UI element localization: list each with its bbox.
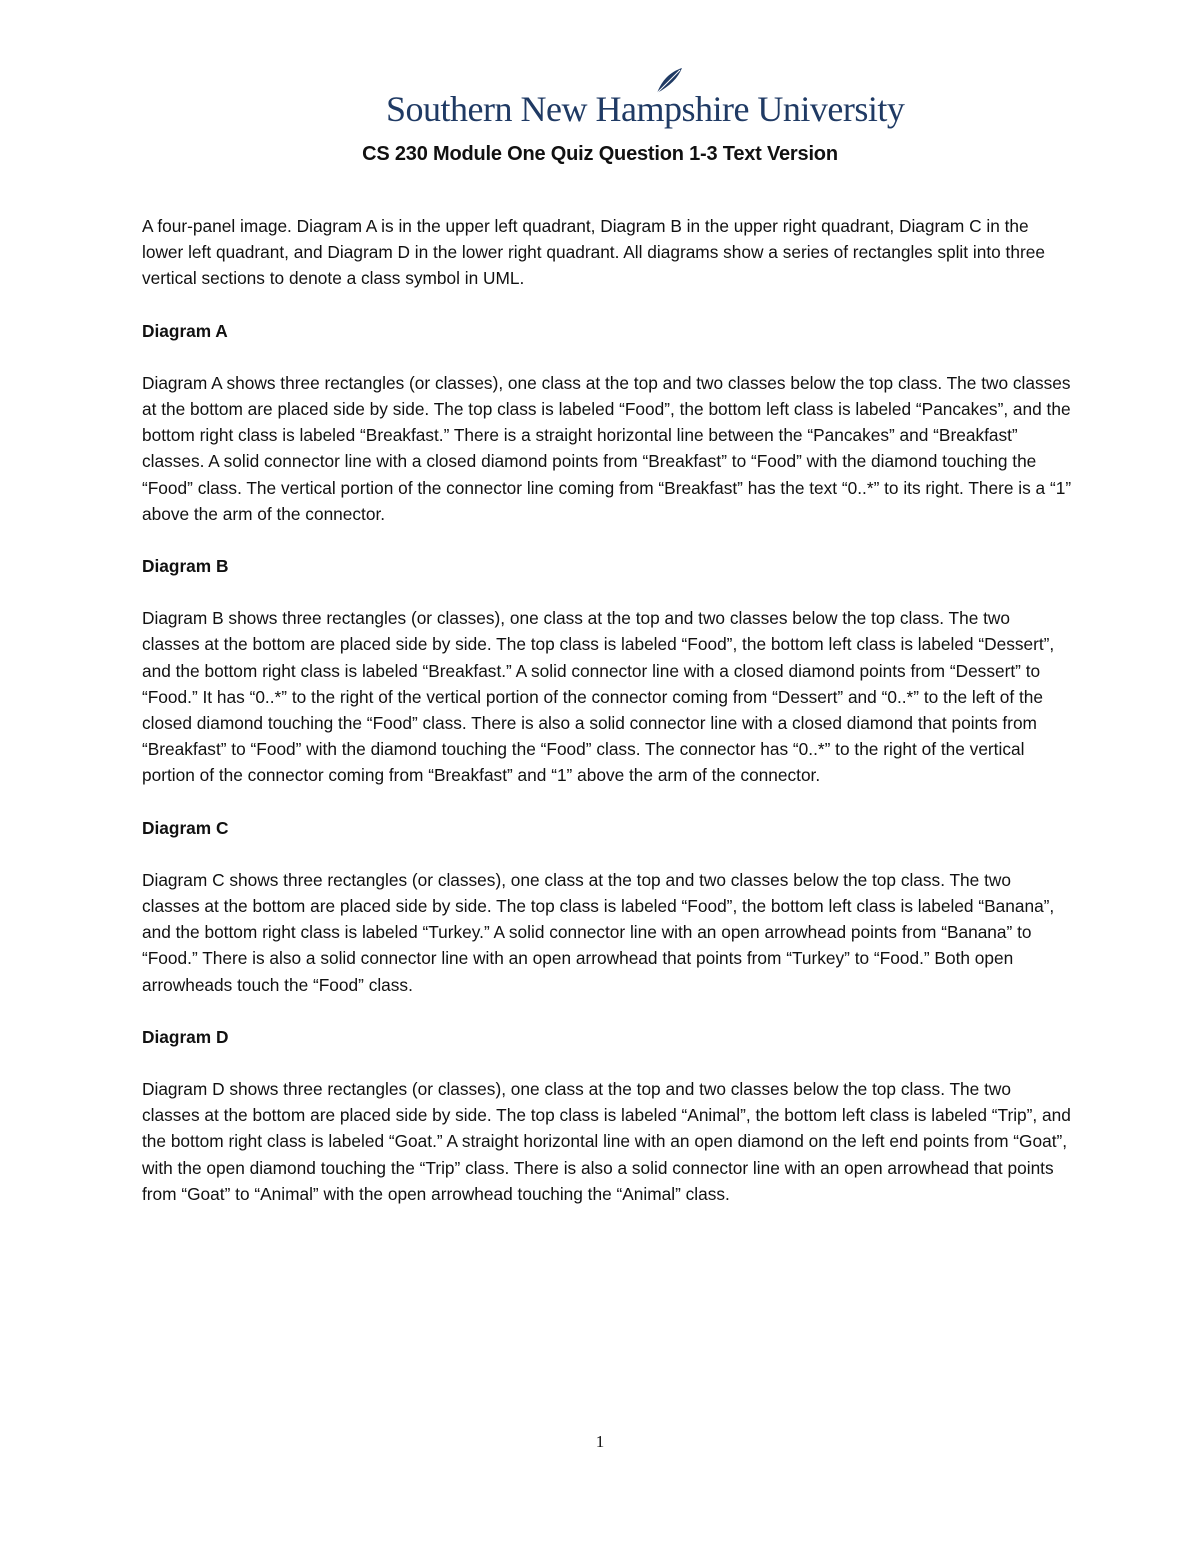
section-body-diagram-c: Diagram C shows three rectangles (or classes), one class at the top and two classes below the top class. The two classes at the bottom are placed side by side. The top class is labeled “Food”, the bottom left class is labeled “Banana”, and the bottom right class is labeled “Turkey.” A solid connector line with an open arrowhead points from “Banana” to “Food.” There is also a solid connector line with an open arrowhead that points from “Turkey” to “Food.” Both open arrowheads touch the “Food” class. bbox=[142, 869, 1055, 995]
section-heading-diagram-a: Diagram A bbox=[142, 320, 228, 341]
section-heading-diagram-c: Diagram C bbox=[142, 817, 229, 838]
logo-wordmark: Southern New Hampshire University bbox=[386, 89, 905, 129]
section-heading-diagram-b: Diagram B bbox=[142, 556, 229, 577]
section-body-diagram-d: Diagram D shows three rectangles (or classes), one class at the top and two classes below the top class. The two classes at the bottom are placed side by side. The top class is labeled “Animal”, the bottom left class is labeled “Trip”, and the bottom right class is labeled “Goat.” A straight horizontal line with an open diamond on the left end points from “Goat”, with the open diamond touching the “Trip” class. There is also a solid connector line with an open arrowhead that points from “Goat” to “Animal” with the open arrowhead touching the “Animal” class. bbox=[142, 1079, 1071, 1204]
page-number: 1 bbox=[595, 1432, 605, 1451]
document-body bbox=[142, 213, 1072, 1233]
university-logo bbox=[386, 66, 905, 136]
section-heading-diagram-d: Diagram D bbox=[142, 1026, 229, 1047]
intro-paragraph: A four-panel image. Diagram A is in the upper left quadrant, Diagram B in the upper right quadrant, Diagram C in the lower left quadrant, and Diagram D in the lower right quadrant. All diagrams show a series of rectangles split into three vertical sections to denote a class symbol in UML. bbox=[142, 216, 1045, 289]
page-title: CS 230 Module One Quiz Question 1-3 Text Version bbox=[362, 143, 838, 165]
section-body-diagram-a: Diagram A shows three rectangles (or classes), one class at the top and two classes below the top class. The two classes at the bottom are placed side by side. The top class is labeled “Food”, the bottom left class is labeled “Pancakes”, and the bottom right class is labeled “Breakfast.” There is a straight horizontal line between the “Pancakes” and “Breakfast” classes. A solid connector line with a closed diamond points from “Breakfast” to “Food” with the diamond touching the “Food” class. The vertical portion of the connector line coming from “Breakfast” has the text “0..*” to its right. There is a “1” above the arm of the connector. bbox=[142, 372, 1072, 524]
section-body-diagram-b: Diagram B shows three rectangles (or classes), one class at the top and two classes below the top class. The two classes at the bottom are placed side by side. The top class is labeled “Food”, the bottom left class is labeled “Dessert”, and the bottom right class is labeled “Breakfast.” A solid connector line with a closed diamond points from “Dessert” to “Food.” It has “0..*” to the right of the vertical portion of the connector coming from “Dessert” and “0..*” to the left of the closed diamond touching the “Food” class. There is also a solid connector line with a closed diamond that points from “Breakfast” to “Food” with the diamond touching the “Food” class. The connector has “0..*” to the right of the vertical portion of the connector coming from “Breakfast” and “1” above the arm of the connector. bbox=[142, 608, 1055, 786]
